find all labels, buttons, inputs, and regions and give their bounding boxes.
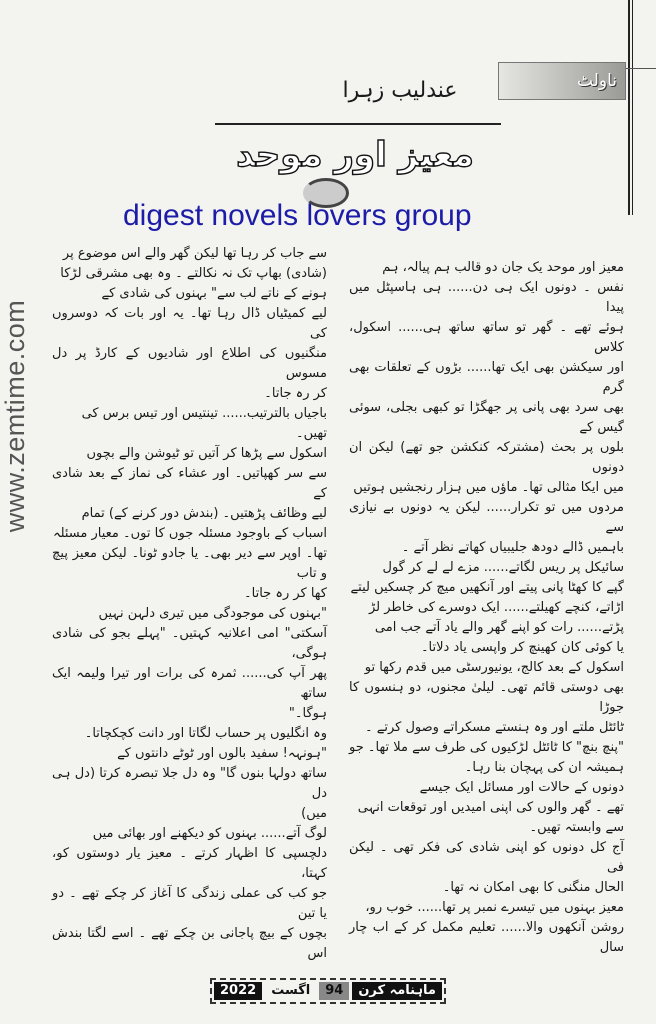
text-line: "بہنوں کی موجودگی میں تیری دلہن نہیں bbox=[98, 606, 327, 621]
section-label: ناولٹ bbox=[577, 71, 617, 91]
site-watermark: www.zemtime.com bbox=[0, 299, 30, 533]
text-line: باجیاں بالترتیب...... تینتیس اور تیس برس کی bbox=[81, 406, 327, 421]
text-line: بھی سرد بھی پانی پر جھگڑا تو کبھی بجلی، سوئی گیس کے bbox=[349, 400, 624, 435]
text-line: یا کوئی کان کھینچ کر واپسی یاد دلاتا۔ bbox=[420, 640, 624, 655]
text-line: وہ انگلیوں پر حساب لگاتا اور دانت کچکچاتا۔ bbox=[84, 726, 327, 741]
text-line: جو کب کی عملی زندگی کا آغاز کر چکے تھے ۔ دو یا تین bbox=[52, 886, 327, 921]
text-line: معیز اور موحد یک جان دو قالب ہم پیالہ، ہم bbox=[382, 260, 624, 275]
text-line: بچوں کے بیچ پاجانی بن چکے تھے ۔ اسے لگتا بندش اس bbox=[52, 926, 327, 961]
text-column-right bbox=[349, 244, 624, 964]
decorative-double-rule bbox=[628, 0, 633, 215]
text-line: کر رہ جاتا۔ bbox=[264, 386, 327, 401]
text-line: اسکول سے پڑھا کر آتیں تو ٹیوشن والے بچوں bbox=[86, 446, 327, 461]
text-line: اڑاتے، کنچے کھیلتے...... ایک دوسرے کی خاطر لڑ bbox=[368, 600, 624, 615]
text-line: تھے ۔ گھر والوں کی اپنی امیدیں اور توقعات انہی bbox=[357, 800, 624, 815]
text-line: معیز بہنوں میں تیسرے نمبر پر تھا...... خوب رو، bbox=[365, 900, 624, 915]
text-line: لیے کمیٹیاں ڈال رہا تھا۔ یہ اور بات کہ دوسروں کی bbox=[52, 306, 327, 341]
text-line: سے سر کھپاتیں۔ اور عشاء کی نماز کے بعد شادی کے bbox=[52, 466, 327, 501]
text-line: لوگ آتے...... بہنوں کو دیکھنے اور بھائی میں bbox=[92, 826, 327, 841]
text-line: ہوگا۔" bbox=[288, 706, 327, 721]
text-line: "ہونہہ! سفید بالوں اور ٹوٹے دانتوں کے bbox=[117, 746, 327, 761]
text-line: سے جاب کر رہا تھا لیکن گھر والے اس موضوع پر bbox=[62, 246, 327, 261]
group-watermark: digest novels lovers group bbox=[123, 199, 472, 232]
page-number: 94 bbox=[319, 982, 349, 1000]
text-line: اسباب کے باوجود مسئلہ جوں کا توں۔ معیار مسئلہ bbox=[52, 526, 327, 541]
text-line: آج کل دونوں کو اپنی شادی کی فکر تھی ۔ لیکن فی bbox=[349, 840, 624, 875]
text-line: دونوں کے حالات اور مسائل ایک جیسے bbox=[419, 780, 624, 795]
text-line: ساتھ دولہا بنوں گا" وہ دل جلا تبصرہ کرتا (دل ہی دل bbox=[52, 766, 327, 801]
text-line: اسکول کے بعد کالج، یونیورسٹی میں قدم رکھا تو bbox=[364, 660, 624, 675]
text-line: تھیں۔ bbox=[295, 426, 327, 441]
text-line: ہوئے تھے ۔ گھر تو ساتھ ساتھ ہی...... اسکول، کلاس bbox=[349, 320, 624, 355]
text-line: ہمیشہ ان کی پہچان بنا رہا۔ bbox=[464, 760, 624, 775]
text-line: ہونے کے ناتے لب سے" بہنوں کی شادی کے bbox=[101, 286, 327, 301]
text-line: دلچسپی کا اظہار کرتے ۔ معیز یار دوستوں کو، کہتا، bbox=[52, 846, 327, 881]
text-line: لیے وظائف پڑھتیں۔ (بندش دور کرنے کے) تمام bbox=[81, 506, 327, 521]
text-line: "پنچ بنچ" کا ٹائٹل لڑکیوں کی طرف سے ملا تھا۔ جو bbox=[349, 740, 624, 755]
text-column-left bbox=[52, 244, 327, 964]
text-line: بھی دوستی قائم تھی۔ لیلیٰ مجنوں، دو ہنسوں کا جوڑا bbox=[349, 680, 624, 715]
text-line: میں ایکا مثالی تھا۔ ماؤں میں ہزار رنجشیں ہوتیں bbox=[353, 480, 624, 495]
footer-month: اگست bbox=[271, 983, 311, 998]
text-line: آسکتی" امی اعلانیہ کہتیں۔ "پہلے بجو کی شادی ہوگی، bbox=[52, 626, 327, 661]
text-line: (شادی) بھاپ تک نہ نکالتے ۔ وہ بھی مشرقی لڑکا bbox=[60, 266, 327, 281]
text-line: پڑتے...... رات کو اپنے گھر والے یاد آتے جب امی bbox=[374, 620, 624, 635]
text-line: سائیکل پر ریس لگاتے...... مزے لے لے کر گول bbox=[382, 560, 624, 575]
text-line: بلوں پر بحث (مشترکہ کنکشن جو تھے) لیکن ان دونوں bbox=[349, 440, 624, 475]
text-line: منگنیوں کی اطلاع اور شادیوں کے کارڈ پر دل مسوس bbox=[52, 346, 327, 381]
footer-year: 2022 bbox=[214, 982, 262, 1000]
story-title: معیز اور موحد bbox=[236, 135, 474, 175]
text-line: نفس ۔ دونوں ایک ہی دن...... ہی ہاسپٹل میں پیدا bbox=[349, 280, 624, 315]
page-footer-wrap bbox=[0, 964, 656, 1024]
text-line: ٹائٹل ملتے اور وہ ہنستے مسکراتے وصول کرتے ۔ bbox=[364, 720, 624, 735]
text-line: تھا۔ اوپر سے دیر بھی۔ یا جادو ٹونا۔ لیکن معیز پیچ و تاب bbox=[52, 546, 327, 581]
text-line: پھر آپ کی...... ثمرہ کی برات اور تیرا ولیمہ ایک ساتھ bbox=[52, 666, 327, 701]
text-line: اور سیکشن بھی ایک تھا...... بڑوں کے تعلقات بھی گرم bbox=[349, 360, 624, 395]
magazine-name: ماہنامہ کرن bbox=[352, 982, 442, 1000]
text-line: روشن آنکھوں والا...... تعلیم مکمل کر کے اب چار سال bbox=[349, 920, 624, 955]
page-footer bbox=[210, 978, 446, 1004]
text-line: الحال منگنی کا بھی امکان نہ تھا۔ bbox=[442, 880, 624, 895]
text-line: مردوں میں تو تکرار...... لیکن یہ دونوں بے نیازی سے bbox=[349, 500, 624, 535]
text-columns bbox=[52, 0, 624, 964]
text-line: باہمیں ڈالے دودھ جلیبیاں کھاتے نظر آتے ۔ bbox=[401, 540, 624, 555]
author-name: عندلیب زہرا bbox=[342, 78, 458, 103]
text-line: کھا کر رہ جاتا۔ bbox=[244, 586, 327, 601]
text-line: میں) bbox=[301, 806, 327, 821]
text-line: گپے کا کھٹا پانی پیتے اور آنکھیں میچ کر چسکیں لیتے bbox=[350, 580, 624, 595]
text-line: سے وابستہ تھیں۔ bbox=[529, 820, 624, 835]
